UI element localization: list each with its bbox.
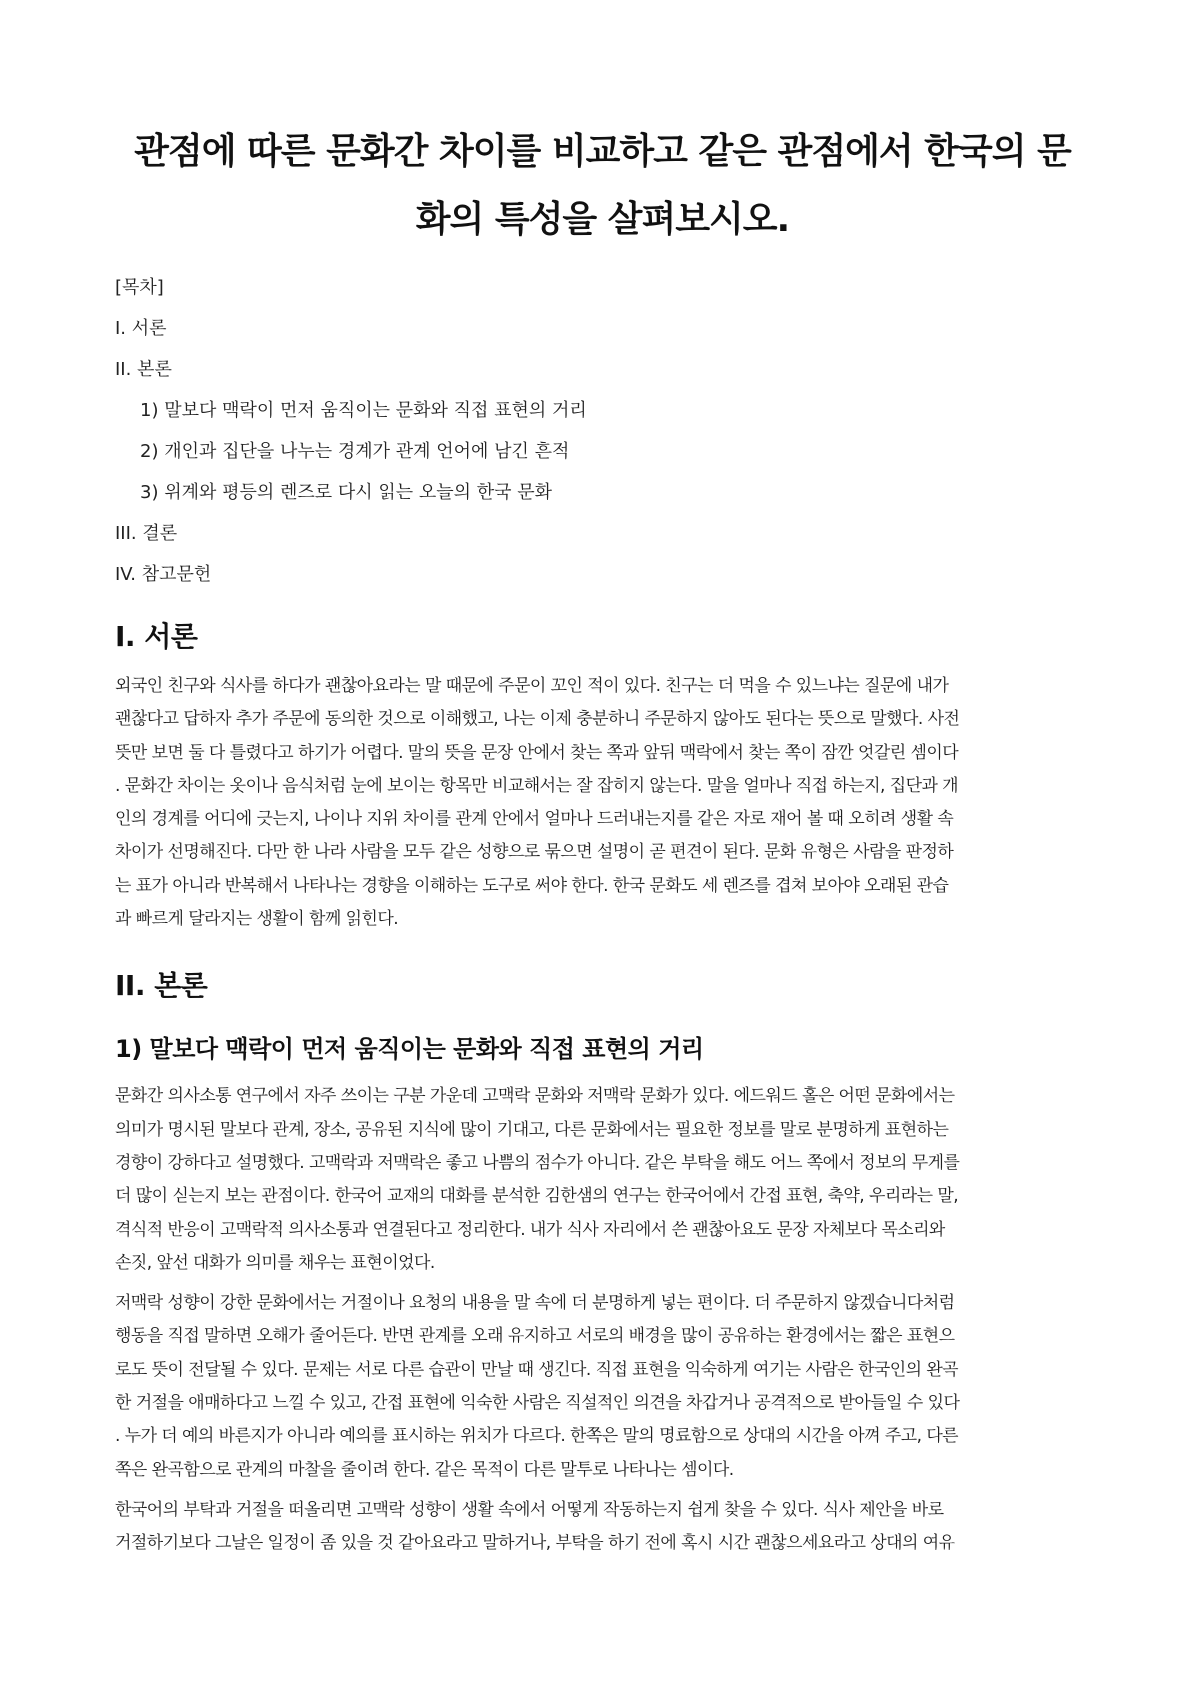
paragraph-line: 차이가 선명해진다. 다만 한 나라 사람을 모두 같은 성향으로 묶으면 설명이 곧 편견이 된다. 문화 유형은 사람을 판정하 [115,842,954,863]
toc-heading: [목차] [115,277,164,298]
toc-item-body-3: 3) 위계와 평등의 렌즈로 다시 읽는 오늘의 한국 문화 [140,482,553,503]
paragraph-line: 저맥락 성향이 강한 문화에서는 거절이나 요청의 내용을 말 속에 더 분명하게 넣는 편이다. 더 주문하지 않겠습니다처럼 [115,1293,955,1314]
document-page [115,118,1090,1561]
toc-item-intro: I. 서론 [115,318,167,339]
paragraph-line: 과 빠르게 달라지는 생활이 함께 읽힌다. [115,909,399,930]
paragraph-line: 뜻만 보면 둘 다 틀렸다고 하기가 어렵다. 말의 뜻을 문장 안에서 찾는 쪽과 앞뒤 맥락에서 찾는 쪽이 잠깐 엇갈린 셈이다 [115,742,959,763]
paragraph-line: 손짓, 앞선 대화가 의미를 채우는 표현이었다. [115,1252,435,1273]
document-title-line: 관점에 따른 문화간 차이를 비교하고 같은 관점에서 한국의 문 [134,131,1071,172]
table-of-contents [115,276,1090,587]
paragraph-line: 괜찮다고 답하자 추가 주문에 동의한 것으로 이해했고, 나는 이제 충분하니 주문하지 않아도 된다는 뜻으로 말했다. 사전 [115,709,960,730]
toc-item-references: IV. 참고문헌 [115,564,212,585]
paragraph-line: 경향이 강하다고 설명했다. 고맥락과 저맥락은 좋고 나쁨의 점수가 아니다. 같은 부탁을 해도 어느 쪽에서 정보의 무게를 [115,1152,960,1173]
paragraph-line: 문화간 의사소통 연구에서 자주 쓰이는 구분 가운데 고맥락 문화와 저맥락 문화가 있다. 에드워드 홀은 어떤 문화에서는 [115,1086,955,1107]
paragraph-line: 로도 뜻이 전달될 수 있다. 문제는 서로 다른 습관이 만날 때 생긴다. 직접 표현을 익숙하게 여기는 사람은 한국인의 완곡 [115,1359,959,1380]
paragraph-line: 한국어의 부탁과 거절을 떠올리면 고맥락 성향이 생활 속에서 어떻게 작동하는지 쉽게 찾을 수 있다. 식사 제안을 바로 [115,1499,944,1520]
paragraph-line: 격식적 반응이 고맥락적 의사소통과 연결된다고 정리한다. 내가 식사 자리에서 쓴 괜찮아요도 문장 자체보다 목소리와 [115,1219,945,1240]
document-title [115,118,1090,254]
paragraph-line: 외국인 친구와 식사를 하다가 괜찮아요라는 말 때문에 주문이 꼬인 적이 있다. 친구는 더 먹을 수 있느냐는 질문에 내가 [115,676,949,696]
paragraph-line: 쪽은 완곡함으로 관계의 마찰을 줄이려 한다. 같은 목적이 다른 말투로 나타나는 셈이다. [115,1459,734,1480]
paragraph-line: 한 거절을 애매하다고 느낄 수 있고, 간접 표현에 익숙한 사람은 직설적인 의견을 차갑거나 공격적으로 받아들일 수 있다 [115,1393,960,1414]
body-paragraph [115,1080,1090,1280]
paragraph-line: . 문화간 차이는 옷이나 음식처럼 눈에 보이는 항목만 비교해서는 잘 잡히지 않는다. 말을 얼마나 직접 하는지, 집단과 개 [115,775,959,796]
section-heading-body: II. 본론 [115,969,208,1003]
paragraph-line: 의미가 명시된 말보다 관계, 장소, 공유된 지식에 많이 기대고, 다른 문화에서는 필요한 정보를 말로 분명하게 표현하는 [115,1119,949,1140]
section-heading-intro: I. 서론 [115,620,198,653]
toc-item-body-1: 1) 말보다 맥락이 먼저 움직이는 문화와 직접 표현의 거리 [140,400,587,421]
toc-item-body-2: 2) 개인과 집단을 나누는 경계가 관계 언어에 남긴 흔적 [140,441,570,462]
paragraph-line: 거절하기보다 그날은 일정이 좀 있을 것 같아요라고 말하거나, 부탁을 하기 전에 혹시 시간 괜찮으세요라고 상대의 여유 [115,1533,955,1554]
paragraph-line: 더 많이 싣는지 보는 관점이다. 한국어 교재의 대화를 분석한 김한샘의 연구는 한국어에서 간접 표현, 축약, 우리라는 말, [115,1186,959,1207]
body-paragraph [115,1494,1090,1561]
paragraph-line: 인의 경계를 어디에 긋는지, 나이나 지위 차이를 관계 안에서 얼마나 드러내는지를 같은 자로 재어 볼 때 오히려 생활 속 [115,809,954,830]
document-title-line: 화의 특성을 살펴보시오. [415,199,790,240]
subsection-heading-1: 1) 말보다 맥락이 먼저 움직이는 문화와 직접 표현의 거리 [115,1035,704,1064]
toc-item-conclusion: III. 결론 [115,523,178,544]
paragraph-line: . 누가 더 예의 바른지가 아니라 예의를 표시하는 위치가 다르다. 한쪽은 말의 명료함으로 상대의 시간을 아껴 주고, 다른 [115,1426,959,1447]
toc-item-body: II. 본론 [115,359,172,380]
paragraph-line: 는 표가 아니라 반복해서 나타나는 경향을 이해하는 도구로 써야 한다. 한국 문화도 세 렌즈를 겹쳐 보아야 오래된 관습 [115,875,949,896]
paragraph-line: 행동을 직접 말하면 오해가 줄어든다. 반면 관계를 오래 유지하고 서로의 배경을 많이 공유하는 환경에서는 짧은 표현으 [115,1326,955,1347]
body-paragraph [115,1287,1090,1487]
intro-paragraph [115,670,1090,936]
